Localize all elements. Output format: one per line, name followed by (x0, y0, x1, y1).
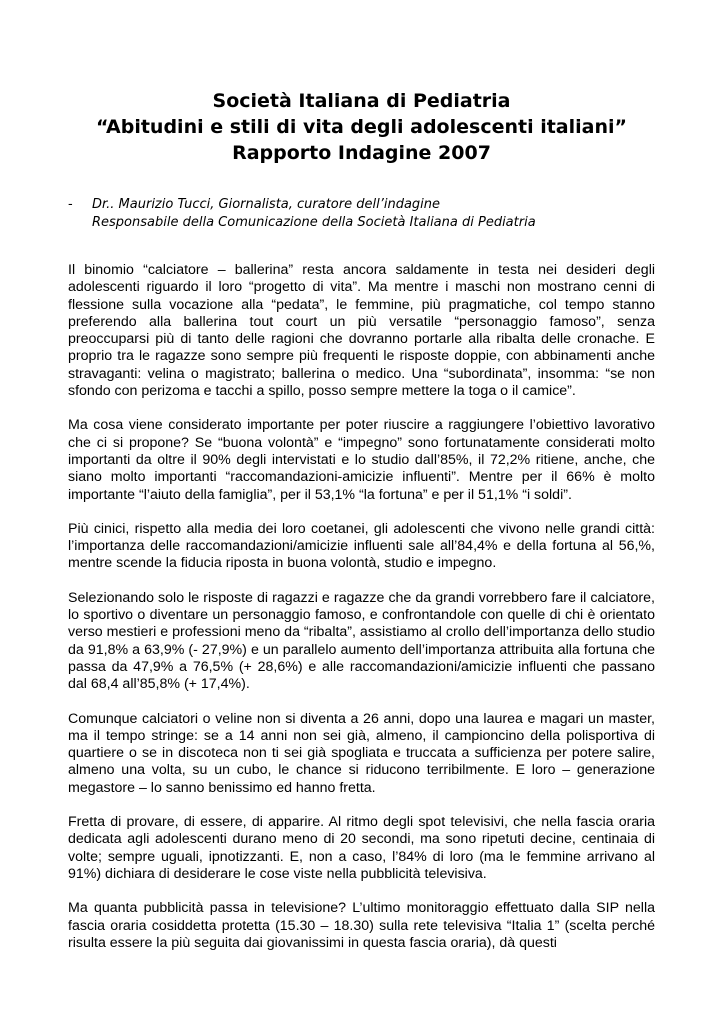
paragraph: Il binomio “calciatore – ballerina” resta ancora saldamente in testa nei desideri degli adolescenti riguardo il loro “progetto di vita”. Ma mentre i maschi non mostrano cenni di flessione sulla vocazione alla “pedata”, le femmine, più pragmatiche, col tempo stanno preferendo alla ballerina tout court un più versatile “personaggio famoso”, senza preoccuparsi più di tanto delle ragioni che dovranno portarle alla ribalta delle cronache. E proprio tra le ragazze sono sempre più frequenti le risposte doppie, con abbinamenti anche stravaganti: velina o magistrato; ballerina o medico. Una “subordinata”, insomma: “se non sfondo con perizoma e tacchi a spillo, posso sempre mettere la toga o il camice”. (68, 262, 655, 400)
paragraph: Comunque calciatori o veline non si diventa a 26 anni, dopo una laurea e magari un master, ma il tempo stringe: se a 14 anni non sei già, almeno, il campioncino della polisportiva di quartiere o se in discoteca non ti sei già spogliata e truccata a sufficienza per potere salire, almeno una volta, su un cubo, le chance si riducono terribilmente. E loro – generazione megastore – lo sanno benissimo ed hanno fretta. (68, 710, 655, 796)
author-block (68, 196, 655, 232)
paragraph: Ma cosa viene considerato importante per poter riuscire a raggiungere l’obiettivo lavorativo che ci si propone? Se “buona volontà” e “impegno” sono fortunatamente considerati molto importanti da oltre il 90% degli intervistati e lo studio dall’85%, il 72,2% ritiene, anche, che siano molto importanti “raccomandazioni-amicizie influenti”. Mentre per il 66% è molto importante “l’aiuto della famiglia”, per il 53,1% “la fortuna” e per il 51,1% “i soldi”. (68, 417, 655, 503)
paragraph: Selezionando solo le risposte di ragazzi e ragazze che da grandi vorrebbero fare il calciatore, lo sportivo o diventare un personaggio famoso, e confrontandole con quelle di chi è orientato verso mestieri e professioni meno da “ribalta”, assistiamo al crollo dell’importanza dello studio da 91,8% a 63,9% (- 27,9%) e un parallelo aumento dell’importanza attribuita alla fortuna che passa da 47,9% a 76,5% (+ 28,6%) e alle raccomandazioni/amicizie influenti che passano dal 68,4 all’85,8% (+ 17,4%). (68, 589, 655, 693)
paragraph: Fretta di provare, di essere, di apparire. Al ritmo degli spot televisivi, che nella fascia oraria dedicata agli adolescenti durano meno di 20 secondi, ma sono ripetuti decine, centinaia di volte; sempre uguali, ipnotizzanti. E, non a caso, l’84% di loro (ma le femmine arrivano al 91%) dichiara di desiderare le cose viste nella pubblicità televisiva. (68, 814, 655, 882)
title-line-2: “Abitudini e stili di vita degli adolescenti italiani” (95, 116, 627, 138)
author-name: Dr.. Maurizio Tucci, Giornalista, curatore dell’indagine (92, 197, 441, 212)
title-line-1: Società Italiana di Pediatria (212, 90, 511, 112)
author-role: Responsabile della Comunicazione della Società Italiana di Pediatria (92, 215, 536, 230)
paragraph: Più cinici, rispetto alla media dei loro coetanei, gli adolescenti che vivono nelle grandi città: l’importanza delle raccomandazioni/amicizie influenti sale all’84,4% e della fortuna al 56,%, mentre scende la fiducia riposta in buona volontà, studio e impegno. (68, 520, 655, 572)
author-bullet: - (68, 197, 73, 212)
document-title (68, 88, 655, 166)
paragraph: Ma quanta pubblicità passa in televisione? L’ultimo monitoraggio effettuato dalla SIP nella fascia oraria cosiddetta protetta (15.30 – 18.30) sulla rete televisiva “Italia 1” (scelta perché risulta essere la più seguita dai giovanissimi in questa fascia oraria), dà questi (68, 900, 655, 951)
title-line-3: Rapporto Indagine 2007 (232, 142, 491, 164)
article-body (68, 262, 655, 952)
document-page (68, 88, 655, 969)
